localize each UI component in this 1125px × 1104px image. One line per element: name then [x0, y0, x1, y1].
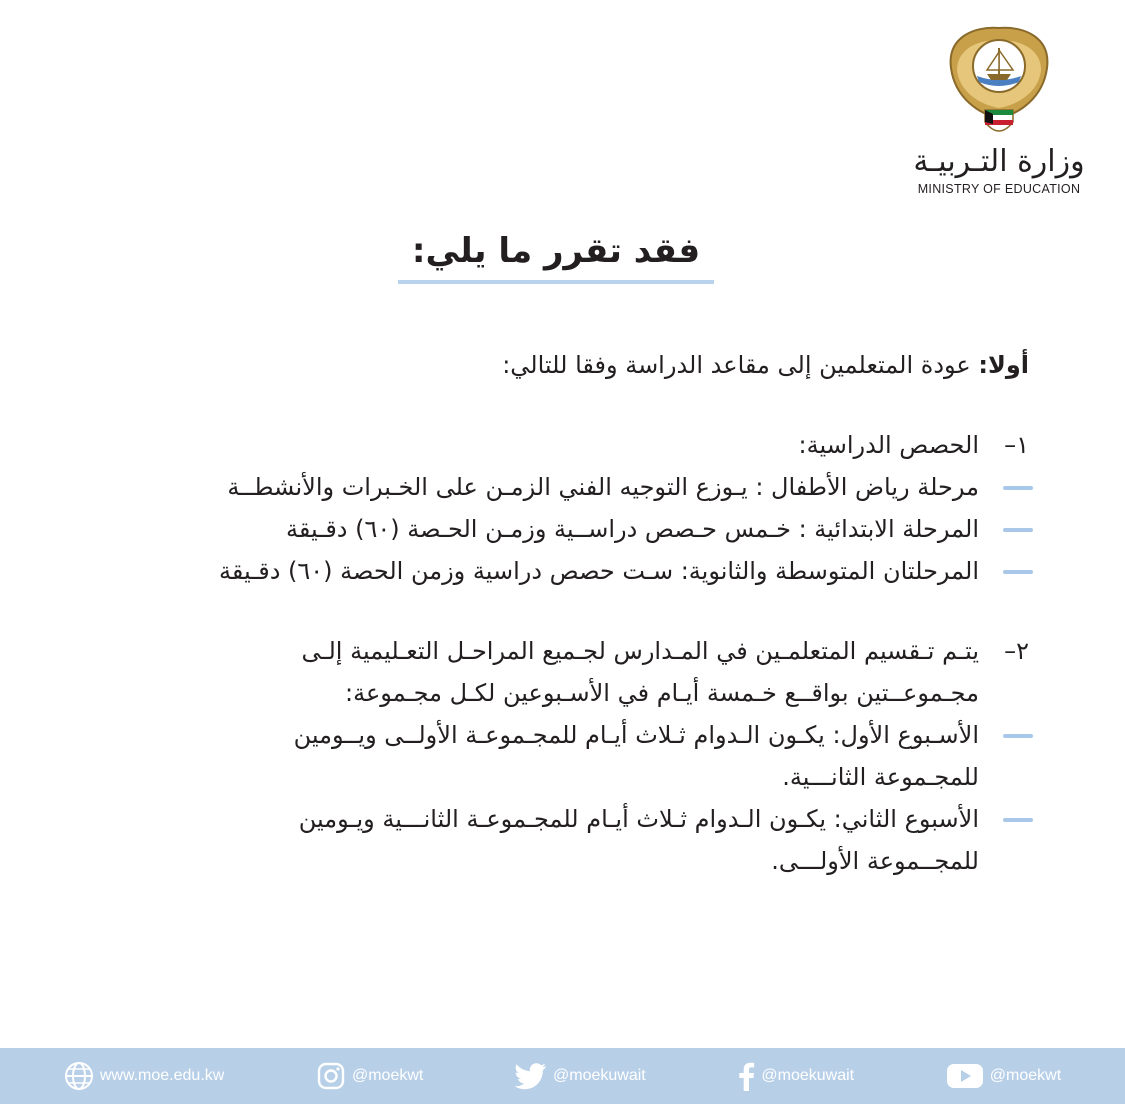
week2-text-1: الأسبوع الثاني: يكـون الـدوام ثـلاث أيـام للمجـموعـة الثانـــية ويـومين: [298, 805, 979, 833]
section2-intro-line2: مجـموعــتين بواقــع خـمسة أيـام في الأسـبوعين لكـل مجـموعة:: [345, 679, 979, 707]
instagram-link[interactable]: [316, 1061, 423, 1091]
spacer: [100, 592, 1029, 630]
section1-item-kindergarten: مرحلة رياض الأطفال : يـوزع التوجيه الفني الزمـن على الخـبرات والأنشطــة: [227, 473, 979, 501]
section1-number: ١–: [1004, 431, 1029, 459]
list-item: [100, 550, 1029, 592]
list-item: [100, 466, 1029, 508]
section2-number: ٢–: [1004, 637, 1029, 665]
ministry-logo: [909, 18, 1089, 196]
facebook-link[interactable]: [737, 1061, 854, 1091]
section1-title-line: [100, 424, 1029, 466]
facebook-handle: @moekuwait: [761, 1067, 855, 1084]
week1-text-1: الأسـبوع الأول: يكـون الـدوام ثـلاث أيـام للمجـموعـة الأولــى ويــومين: [293, 721, 979, 749]
section1-item-intermediate-secondary: المرحلتان المتوسطة والثانوية: سـت حصص دراسية وزمن الحصة (٦٠) دقـيقة: [218, 557, 979, 585]
twitter-link[interactable]: [515, 1062, 646, 1090]
youtube-icon: [946, 1062, 984, 1090]
first-point-label: أولا:: [978, 351, 1029, 379]
instagram-icon: [316, 1061, 346, 1091]
list-item: [100, 508, 1029, 550]
week1-text-2: للمجـموعة الثانـــية.: [782, 763, 979, 791]
kuwait-emblem-icon: [943, 18, 1055, 140]
youtube-link[interactable]: [946, 1062, 1061, 1090]
first-point-text: عودة المتعلمين إلى مقاعد الدراسة وفقا للتالي:: [502, 351, 979, 379]
twitter-icon: [515, 1062, 547, 1090]
instagram-handle: @moekwt: [351, 1067, 424, 1084]
bullet-dash-icon: [1003, 818, 1033, 822]
list-item: [100, 714, 1029, 756]
section1-title: الحصص الدراسية:: [798, 431, 979, 459]
bullet-dash-icon: [1003, 734, 1033, 738]
section2-intro-text-1: يتـم تـقسيم المتعلمـين في المـدارس لجـميع المراحـل التعـليمية إلـى: [301, 637, 979, 665]
bullet-dash-icon: [1003, 486, 1033, 490]
document-body: [100, 344, 1029, 882]
website-text: www.moe.edu.kw: [99, 1067, 225, 1084]
youtube-handle: @moekwt: [989, 1067, 1062, 1084]
globe-icon: [64, 1061, 94, 1091]
facebook-icon: [737, 1061, 755, 1091]
first-point: [100, 344, 1029, 386]
ministry-name-english: MINISTRY OF EDUCATION: [917, 182, 1081, 196]
bullet-dash-icon: [1003, 570, 1033, 574]
decision-heading: فقد تقرر ما يلي:: [411, 231, 701, 271]
decision-heading-block: [398, 228, 714, 284]
section2-intro-line1: [100, 630, 1029, 672]
section1-item-primary: المرحلة الابتدائية : خـمس حـصص دراســية وزمـن الحـصة (٦٠) دقـيقة: [286, 515, 979, 543]
spacer: [100, 386, 1029, 424]
social-footer: [0, 1048, 1125, 1104]
website-link[interactable]: [64, 1061, 225, 1091]
ministry-name-arabic: وزارة التـربيـة: [913, 144, 1085, 179]
week2-text-2: للمجــموعة الأولـــى.: [771, 847, 979, 875]
list-item: [100, 798, 1029, 840]
bullet-dash-icon: [1003, 528, 1033, 532]
twitter-handle: @moekuwait: [553, 1067, 646, 1084]
heading-underline: [398, 280, 714, 284]
